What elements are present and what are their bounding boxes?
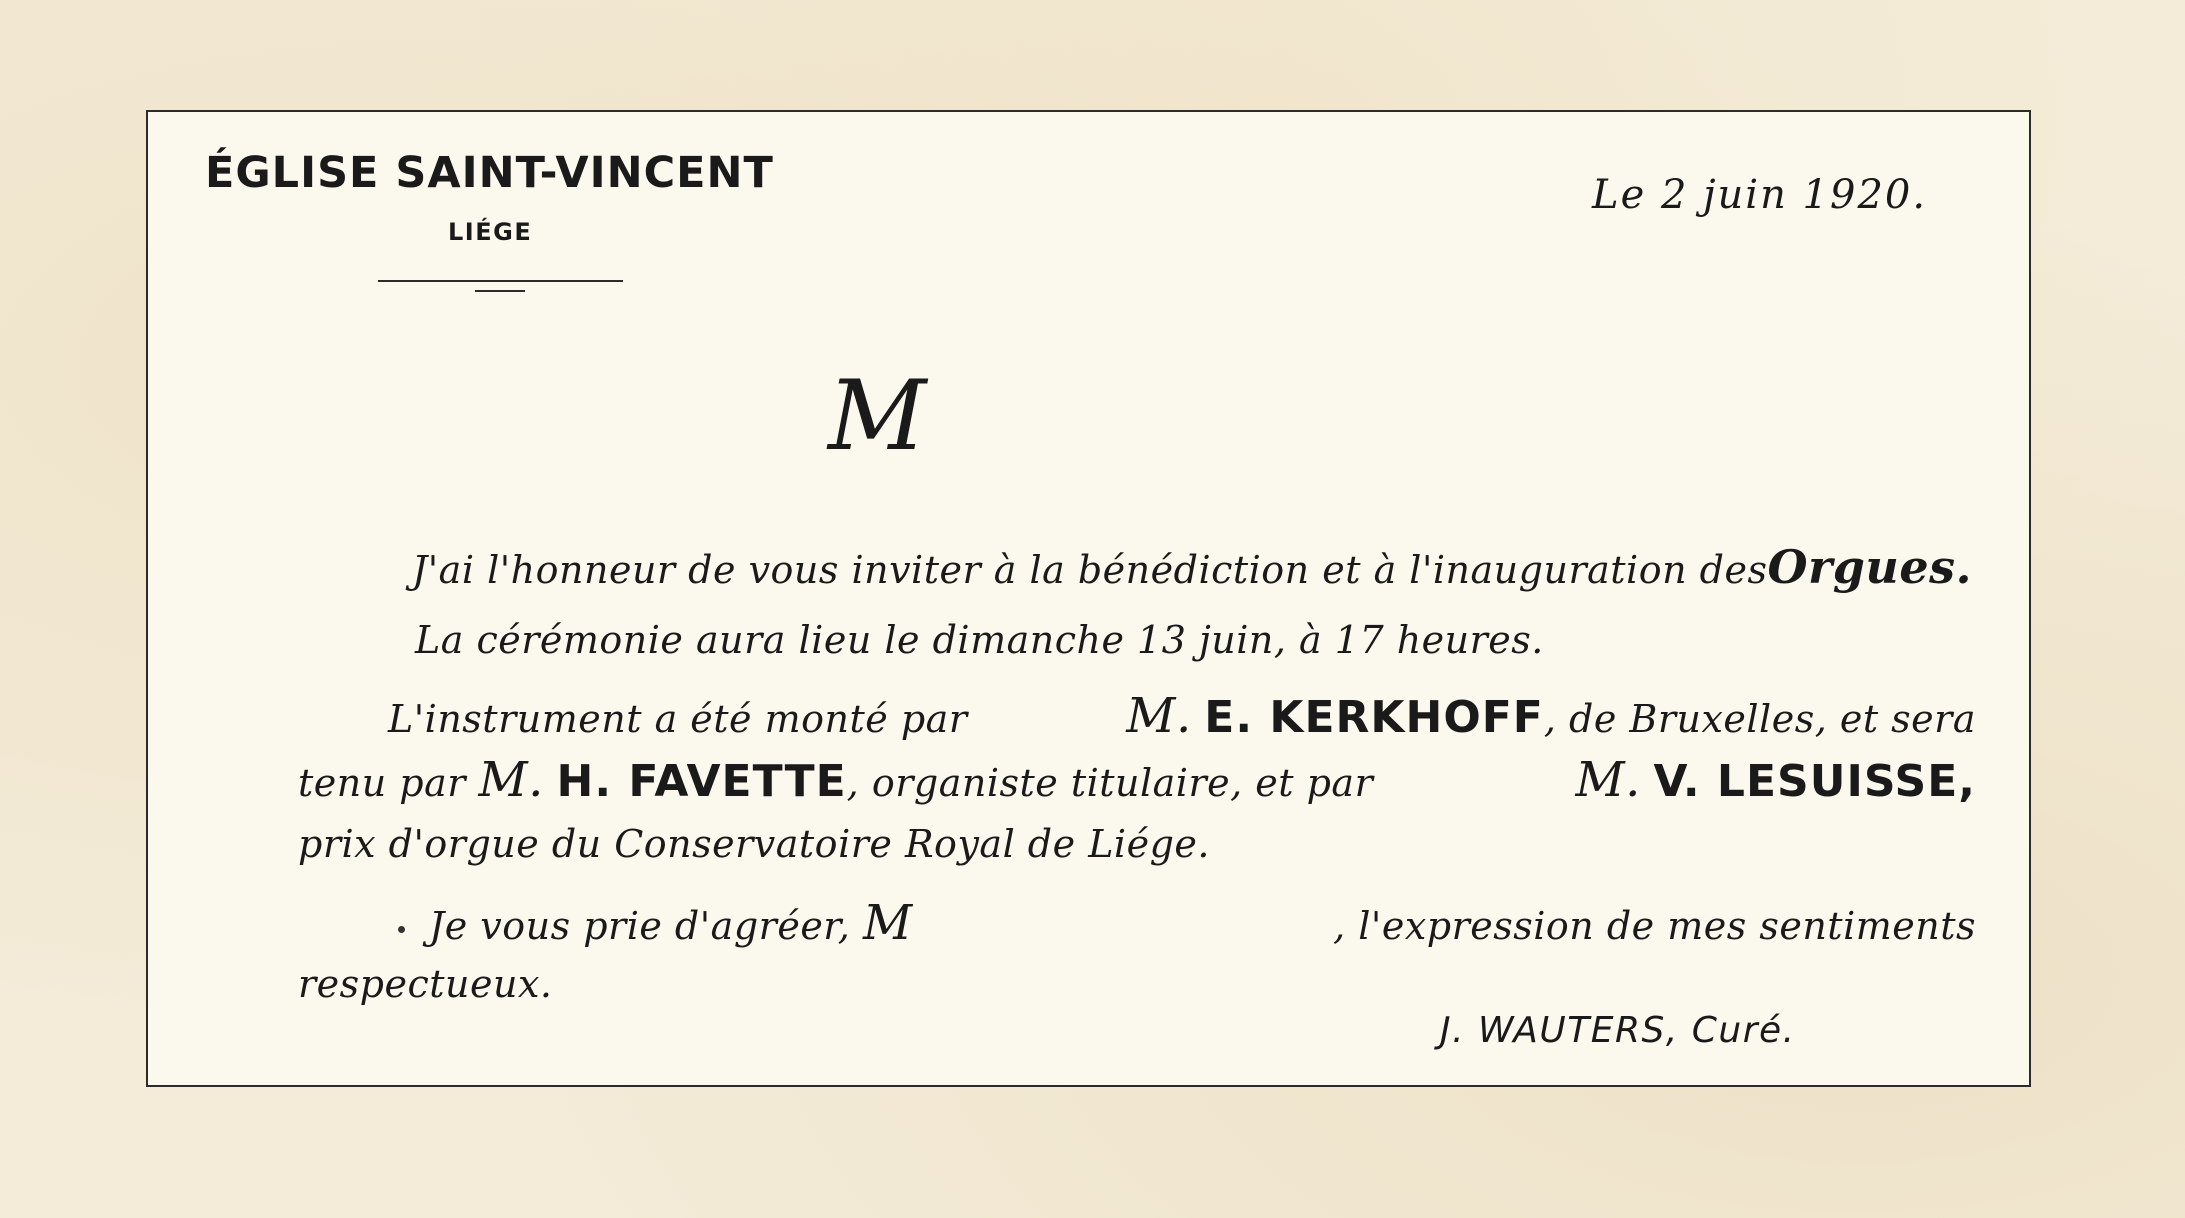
honorific-m: M. [1126, 688, 1192, 744]
body-line-6 [398, 895, 1976, 951]
body-line-3 [388, 688, 1976, 744]
honorific-m: M. [1575, 752, 1641, 808]
body-line-4-a: tenu par [298, 761, 466, 805]
body-line-4 [298, 752, 1976, 808]
header-divider-small [475, 290, 525, 292]
body-line-6-b: , l'expression de mes sentiments [1333, 904, 1976, 948]
body-line-1 [412, 540, 1972, 594]
body-line-7: respectueux. [298, 962, 553, 1006]
body-line-6-a: Je vous prie d'agréer, [429, 904, 851, 948]
city-name: LIÉGE [448, 218, 533, 246]
honorific-m: M [862, 895, 913, 951]
body-line-5: prix d'orgue du Conservatoire Royal de Liége. [298, 822, 1210, 866]
organist-name-2: V. LESUISSE, [1653, 756, 1976, 807]
body-line-4-b: , organiste titulaire, et par [846, 761, 1374, 805]
church-name: ÉGLISE SAINT-VINCENT [205, 148, 774, 198]
body-line-3-b: , de Bruxelles, et sera [1543, 697, 1976, 741]
salutation: M [828, 360, 927, 472]
bullet-dot [398, 926, 405, 933]
letter-date: Le 2 juin 1920. [1592, 172, 1928, 218]
body-line-2: La cérémonie aura lieu le dimanche 13 juin, à 17 heures. [415, 618, 1544, 662]
body-line-3-a: L'instrument a été monté par [388, 697, 968, 741]
header-divider [378, 280, 623, 282]
honorific-m: M. [478, 752, 544, 808]
builder-name: E. KERKHOFF [1204, 692, 1544, 743]
signature: J. WAUTERS, Curé. [1440, 1010, 1796, 1051]
organs-word: Orgues. [1767, 540, 1973, 594]
organist-name-1: H. FAVETTE [556, 756, 847, 807]
body-line-1-text: J'ai l'honneur de vous inviter à la bénédiction et à l'inauguration des [412, 548, 1768, 592]
